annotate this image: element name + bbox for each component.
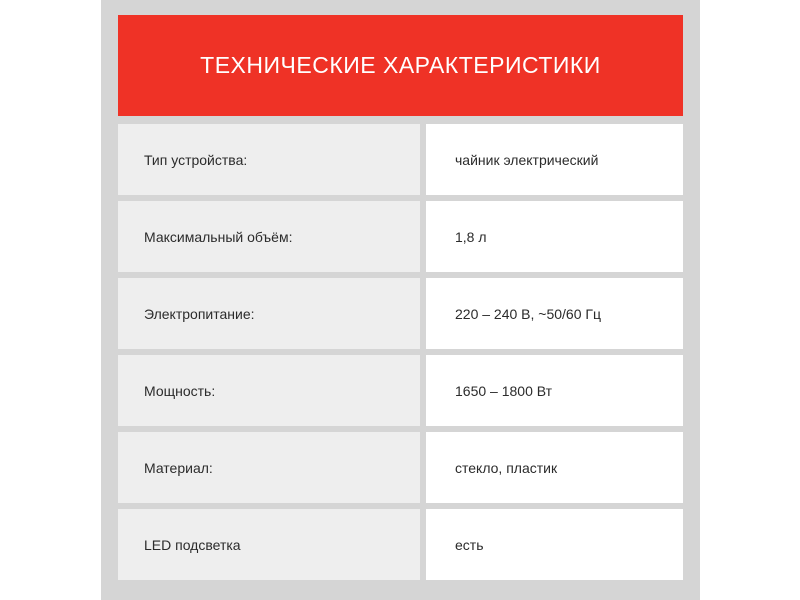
spec-label: Электропитание:: [118, 278, 420, 349]
specs-header: [118, 15, 683, 116]
page-title: ТЕХНИЧЕСКИЕ ХАРАКТЕРИСТИКИ: [200, 52, 601, 78]
spec-value: 1650 – 1800 Вт: [426, 355, 683, 426]
spec-label: Тип устройства:: [118, 124, 420, 195]
spec-row-led-backlight: [118, 509, 683, 580]
specs-table: [118, 124, 683, 586]
spec-label: Максимальный объём:: [118, 201, 420, 272]
spec-value: 1,8 л: [426, 201, 683, 272]
spec-label: Материал:: [118, 432, 420, 503]
spec-row-material: [118, 432, 683, 503]
spec-row-power: [118, 355, 683, 426]
spec-label: Мощность:: [118, 355, 420, 426]
spec-label: LED подсветка: [118, 509, 420, 580]
spec-value: есть: [426, 509, 683, 580]
spec-row-device-type: [118, 124, 683, 195]
spec-row-power-supply: [118, 278, 683, 349]
spec-row-max-volume: [118, 201, 683, 272]
spec-value: 220 – 240 В, ~50/60 Гц: [426, 278, 683, 349]
spec-value: чайник электрический: [426, 124, 683, 195]
spec-value: стекло, пластик: [426, 432, 683, 503]
